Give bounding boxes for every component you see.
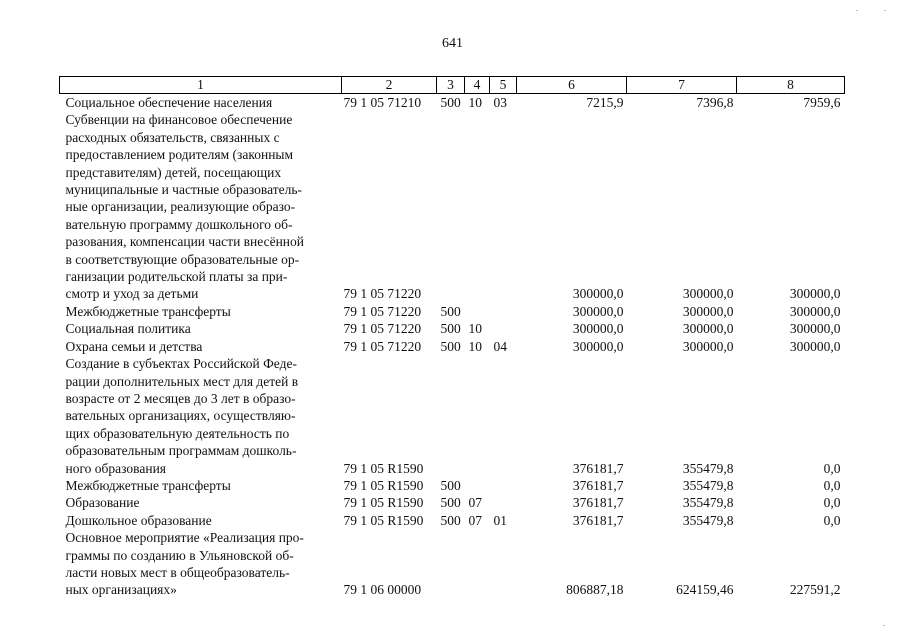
amount-col-7: 355479,8 [682, 512, 734, 528]
section: 07 [468, 495, 482, 511]
amount-col-8: 300000,0 [789, 303, 841, 319]
amount-col-7: 624159,46 [676, 582, 734, 598]
target-article-code: 79 1 05 R1590 [343, 512, 424, 528]
target-article-code: 79 1 05 71220 [343, 338, 422, 354]
expense-type: 500 [440, 321, 461, 337]
row-name-line: Социальное обеспечение населения [65, 95, 273, 110]
amount-col-6: 376181,7 [572, 512, 624, 528]
scan-speck [856, 10, 858, 11]
row-name-line: расходных обязательств, связанных с [65, 129, 280, 145]
amount-col-7: 300000,0 [682, 321, 734, 337]
row-name-line: разования, компенсации части внесённой [65, 234, 304, 250]
target-article-code: 79 1 05 R1590 [343, 495, 424, 511]
amount-col-8: 0,0 [823, 512, 841, 528]
amount-col-6: 300000,0 [572, 321, 624, 337]
amount-col-7: 355479,8 [682, 495, 734, 511]
column-header-3: 3 [437, 77, 465, 94]
subsection [490, 111, 517, 302]
budget-table [59, 76, 845, 599]
table-row [60, 94, 845, 112]
row-name-line: образовательным программам дошколь- [65, 443, 297, 459]
page-number: 641 [442, 36, 463, 51]
row-name-line: Межбюджетные трансферты [65, 477, 231, 493]
expense-type: 500 [440, 303, 461, 319]
row-name-line: ганизации родительской платы за при- [65, 269, 288, 285]
subsection [490, 303, 517, 320]
amount-col-8: 7959,6 [803, 95, 841, 110]
scan-speck [884, 10, 886, 11]
row-name-line: Основное мероприятие «Реализация про- [65, 530, 304, 546]
row-name [60, 320, 342, 337]
column-header-5: 5 [490, 77, 517, 94]
subsection [490, 529, 517, 599]
row-name-line: предоставлением родителям (законным [65, 147, 294, 163]
row-name-line: вательных организациях, осуществляю- [65, 408, 296, 424]
subsection [490, 494, 517, 511]
target-article-code: 79 1 06 00000 [343, 582, 422, 598]
row-name-line: смотр и уход за детьми [65, 286, 199, 302]
amount-col-6: 7215,9 [586, 95, 624, 110]
subsection: 01 [493, 512, 507, 528]
row-name-line: рации дополнительных мест для детей в [65, 373, 299, 389]
expense-type: 500 [440, 495, 461, 511]
row-name-line: граммы по созданию в Ульяновской об- [65, 547, 294, 563]
row-name-line: Создание в субъектах Российской Феде- [65, 356, 297, 372]
column-header-8: 8 [737, 77, 845, 94]
amount-col-8: 300000,0 [789, 338, 841, 354]
amount-col-8: 0,0 [823, 495, 841, 511]
row-name-line: Охрана семьи и детства [65, 338, 203, 354]
subsection [490, 355, 517, 477]
row-name-line: муниципальные и частные образователь- [65, 182, 303, 198]
target-article-code: 79 1 05 R1590 [343, 477, 424, 493]
row-name [60, 512, 342, 529]
amount-col-6: 300000,0 [572, 338, 624, 354]
row-name-line: щих образовательную деятельность по [65, 425, 290, 441]
column-header-2: 2 [342, 77, 437, 94]
subsection [490, 320, 517, 337]
row-name-line: ласти новых мест в общеобразователь- [65, 564, 290, 580]
target-article-code: 79 1 05 71220 [343, 303, 422, 319]
row-name-line: Межбюджетные трансферты [65, 303, 231, 319]
target-article-code: 79 1 05 71210 [343, 95, 422, 110]
row-name [60, 494, 342, 511]
amount-col-6: 806887,18 [566, 582, 624, 598]
section: 10 [468, 321, 482, 337]
expense-type [437, 529, 465, 599]
row-name [60, 303, 342, 320]
expense-type: 500 [440, 95, 461, 110]
table-header-row [60, 77, 845, 94]
section [465, 529, 490, 599]
section: 07 [468, 512, 482, 528]
expense-type: 500 [440, 477, 461, 493]
table-row [60, 303, 845, 320]
section [465, 303, 490, 320]
amount-col-7: 7396,8 [696, 95, 734, 110]
row-name [60, 477, 342, 494]
amount-col-7: 300000,0 [682, 338, 734, 354]
amount-col-8: 300000,0 [789, 321, 841, 337]
amount-col-8: 0,0 [823, 460, 841, 476]
scan-speck [883, 625, 885, 626]
row-name [60, 94, 342, 112]
amount-col-6: 376181,7 [572, 477, 624, 493]
row-name [60, 338, 342, 355]
target-article-code: 79 1 05 R1590 [343, 460, 424, 476]
column-header-1: 1 [60, 77, 342, 94]
column-header-6: 6 [517, 77, 627, 94]
target-article-code: 79 1 05 71220 [343, 321, 422, 337]
row-name-line: представителям) детей, посещающих [65, 164, 282, 180]
amount-col-6: 376181,7 [572, 495, 624, 511]
amount-col-7: 300000,0 [682, 286, 734, 302]
row-name-line: ного образования [65, 460, 167, 476]
row-name-line: Субвенции на финансовое обеспечение [65, 112, 293, 128]
subsection: 04 [493, 338, 507, 354]
row-name [60, 355, 342, 477]
table-row [60, 338, 845, 355]
amount-col-6: 300000,0 [572, 286, 624, 302]
expense-type: 500 [440, 512, 461, 528]
amount-col-7: 355479,8 [682, 460, 734, 476]
column-header-4: 4 [465, 77, 490, 94]
row-name [60, 529, 342, 599]
subsection [490, 477, 517, 494]
section: 10 [468, 95, 482, 110]
section: 10 [468, 338, 482, 354]
row-name-line: Социальная политика [65, 321, 191, 337]
expense-type [437, 355, 465, 477]
target-article-code: 79 1 05 71220 [343, 286, 422, 302]
column-header-7: 7 [627, 77, 737, 94]
expense-type: 500 [440, 338, 461, 354]
row-name-line: в соответствующие образовательные ор- [65, 251, 300, 267]
row-name-line: Образование [65, 495, 140, 511]
amount-col-7: 355479,8 [682, 477, 734, 493]
amount-col-6: 300000,0 [572, 303, 624, 319]
row-name-line: вательную программу дошкольного об- [65, 216, 293, 232]
section [465, 477, 490, 494]
amount-col-6: 376181,7 [572, 460, 624, 476]
amount-col-8: 227591,2 [789, 582, 841, 598]
row-name-line: ных организациях» [65, 582, 177, 598]
row-name-line: ные организации, реализующие образо- [65, 199, 296, 215]
table-row [60, 529, 845, 599]
expense-type [437, 111, 465, 302]
row-name-line: Дошкольное образование [65, 512, 212, 528]
row-name-line: возрасте от 2 месяцев до 3 лет в образо- [65, 390, 296, 406]
table-row [60, 355, 845, 477]
table-body [60, 94, 845, 599]
row-name [60, 111, 342, 302]
table-row [60, 477, 845, 494]
amount-col-8: 0,0 [823, 477, 841, 493]
subsection: 03 [493, 95, 507, 110]
table-row [60, 494, 845, 511]
table-row [60, 111, 845, 302]
table-row [60, 512, 845, 529]
section [465, 111, 490, 302]
table-row [60, 320, 845, 337]
amount-col-7: 300000,0 [682, 303, 734, 319]
section [465, 355, 490, 477]
amount-col-8: 300000,0 [789, 286, 841, 302]
